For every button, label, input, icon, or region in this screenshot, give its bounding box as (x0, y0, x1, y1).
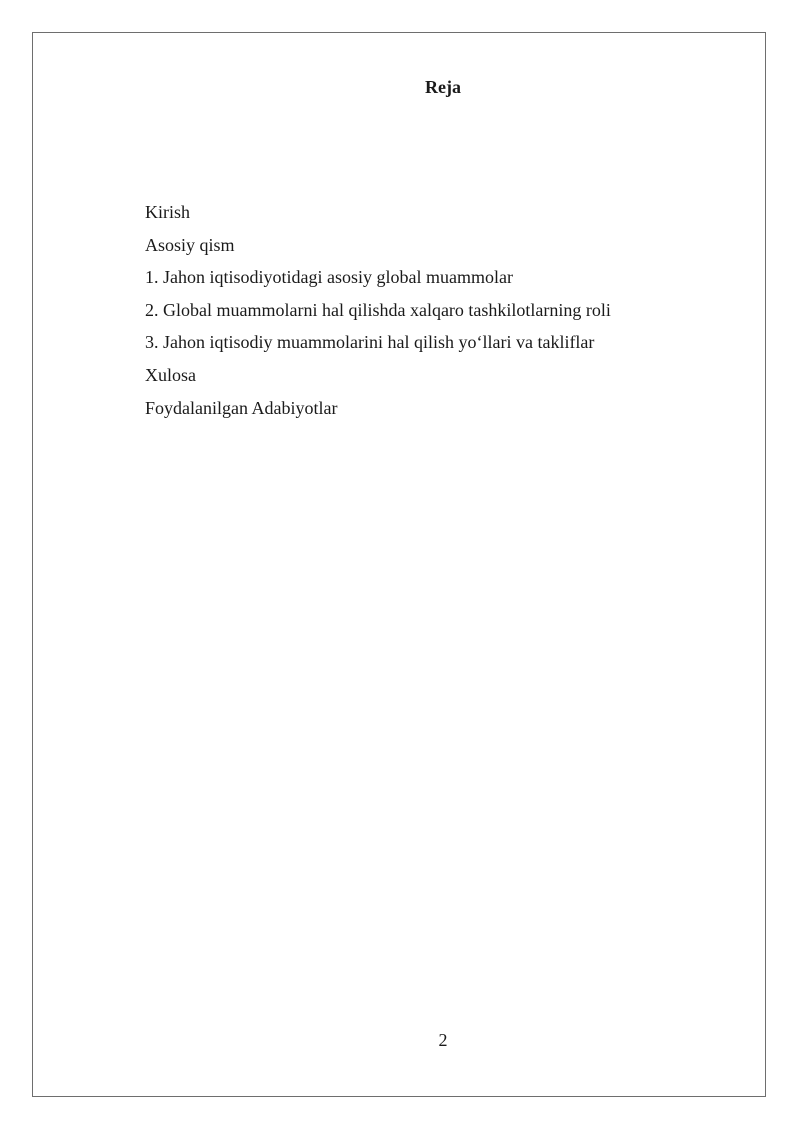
page-title: Reja (425, 77, 461, 97)
page-number: 2 (438, 1030, 448, 1050)
toc-item-section-1: 1. Jahon iqtisodiyotidagi asosiy global muammolar (145, 267, 513, 288)
table-of-contents (145, 196, 611, 424)
page-frame (32, 32, 766, 1097)
toc-item-conclusion: Xulosa (145, 364, 196, 385)
toc-item-main-part: Asosiy qism (145, 234, 235, 255)
toc-item-section-2: 2. Global muammolarni hal qilishda xalqaro tashkilotlarning roli (145, 299, 611, 320)
toc-item-section-3: 3. Jahon iqtisodiy muammolarini hal qilish yo‘llari va takliflar (145, 332, 595, 353)
toc-item-references: Foydalanilgan Adabiyotlar (145, 397, 338, 418)
toc-item-introduction: Kirish (145, 202, 190, 222)
